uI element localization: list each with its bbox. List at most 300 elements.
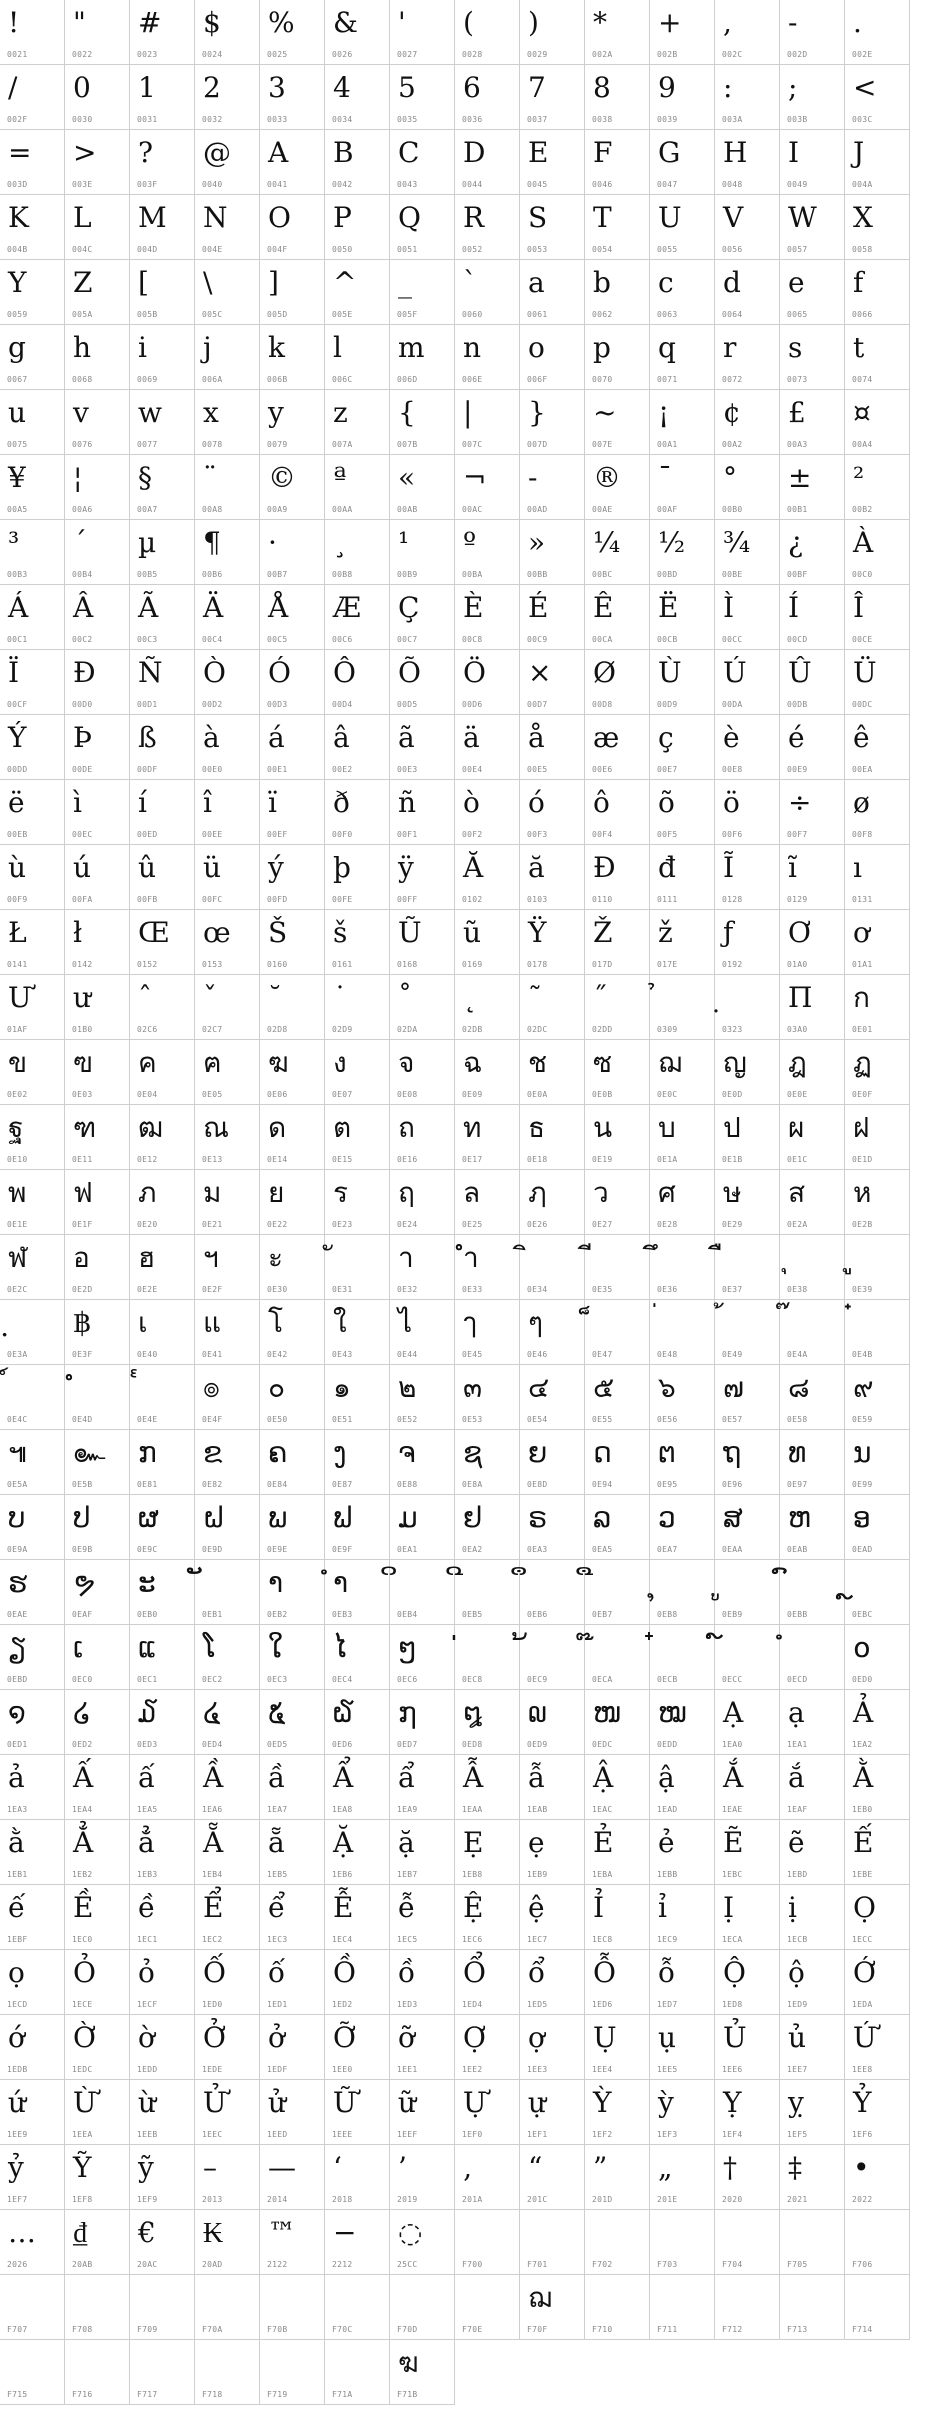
glyph-char: ọ — [8, 1956, 25, 1989]
glyph-char: ¿ — [788, 526, 804, 559]
glyph-cell — [325, 910, 390, 975]
glyph-cell — [845, 2210, 910, 2275]
glyph-code: 1EEC — [202, 2130, 223, 2139]
glyph-cell — [390, 1755, 455, 1820]
glyph-char: จ — [398, 1046, 415, 1079]
glyph-code: 1EAC — [592, 1805, 613, 1814]
glyph-char: ở — [268, 2021, 285, 2054]
glyph-cell — [455, 1950, 520, 2015]
glyph-code: 0050 — [332, 245, 353, 254]
glyph-code: 2212 — [332, 2260, 353, 2269]
glyph-char: ฆ — [398, 2346, 419, 2379]
glyph-code: 2026 — [7, 2260, 28, 2269]
glyph-cell — [260, 1170, 325, 1235]
glyph-char: ; — [788, 71, 798, 104]
glyph-code: 00B4 — [72, 570, 93, 579]
glyph-code: 0047 — [657, 180, 678, 189]
glyph-code: 1EEF — [397, 2130, 418, 2139]
glyph-code: 00E5 — [527, 765, 548, 774]
glyph-code: 0055 — [657, 245, 678, 254]
glyph-char: ũ — [463, 916, 482, 949]
glyph-cell — [455, 2275, 520, 2340]
glyph-cell — [650, 910, 715, 975]
glyph-cell — [325, 260, 390, 325]
glyph-code: 0052 — [462, 245, 483, 254]
glyph-code: 00CA — [592, 635, 613, 644]
glyph-char: Ỉ — [593, 1891, 605, 1924]
glyph-char: , — [723, 6, 732, 39]
glyph-char: ຊ — [463, 1436, 483, 1469]
glyph-code: 1EA8 — [332, 1805, 353, 1814]
glyph-char: ) — [528, 6, 539, 39]
glyph-char: < — [853, 71, 877, 104]
glyph-code: 0E1F — [72, 1220, 93, 1229]
glyph-code: 007C — [462, 440, 483, 449]
glyph-code: 0E18 — [527, 1155, 548, 1164]
glyph-cell — [325, 455, 390, 520]
glyph-cell — [0, 65, 65, 130]
glyph-cell — [845, 1235, 910, 1300]
glyph-char: ỏ — [138, 1956, 155, 1989]
glyph-cell — [715, 2210, 780, 2275]
glyph-code: 1EB4 — [202, 1870, 223, 1879]
glyph-cell — [845, 1560, 910, 1625]
glyph-char: Û — [788, 656, 812, 689]
glyph-code: 0EA3 — [527, 1545, 548, 1554]
glyph-char: î — [203, 786, 212, 819]
glyph-code: 005A — [72, 310, 93, 319]
glyph-cell — [780, 130, 845, 195]
glyph-code: F715 — [7, 2390, 28, 2399]
glyph-cell — [520, 1820, 585, 1885]
glyph-code: 00D3 — [267, 700, 288, 709]
glyph-cell — [715, 650, 780, 715]
glyph-cell — [780, 1040, 845, 1105]
glyph-cell — [390, 520, 455, 585]
glyph-char: W — [788, 201, 817, 234]
glyph-code: 1EBB — [657, 1870, 678, 1879]
glyph-char: ắ — [788, 1761, 805, 1794]
glyph-cell — [130, 715, 195, 780]
glyph-code: 0ED4 — [202, 1740, 223, 1749]
glyph-char: Ầ — [203, 1761, 224, 1794]
glyph-code: 0026 — [332, 50, 353, 59]
glyph-code: 0E46 — [527, 1350, 548, 1359]
glyph-code: 00EF — [267, 830, 288, 839]
glyph-char: Ừ — [73, 2086, 97, 2119]
glyph-char: ' — [398, 6, 406, 39]
glyph-char: K — [8, 201, 29, 234]
glyph-cell — [390, 780, 455, 845]
glyph-code: 1EE6 — [722, 2065, 743, 2074]
glyph-cell — [0, 1495, 65, 1560]
glyph-cell — [260, 325, 325, 390]
glyph-code: 1EB3 — [137, 1870, 158, 1879]
glyph-code: 007D — [527, 440, 548, 449]
glyph-char: ¤ — [853, 396, 871, 429]
glyph-char: ໃ — [268, 1631, 284, 1664]
glyph-code: 0E49 — [722, 1350, 743, 1359]
glyph-char: ฟ — [73, 1176, 93, 1209]
glyph-char: µ — [138, 526, 157, 559]
glyph-cell — [455, 715, 520, 780]
glyph-cell — [585, 1170, 650, 1235]
glyph-char: # — [138, 6, 162, 39]
glyph-cell — [65, 455, 130, 520]
glyph-code: 0E02 — [7, 1090, 28, 1099]
glyph-code: 0E17 — [462, 1155, 483, 1164]
glyph-char: ฎ — [788, 1046, 807, 1079]
glyph-cell — [130, 1430, 195, 1495]
glyph-cell — [455, 845, 520, 910]
glyph-code: 1EB0 — [852, 1805, 873, 1814]
glyph-code: 1EB8 — [462, 1870, 483, 1879]
glyph-cell — [585, 1300, 650, 1365]
glyph-char: ị — [788, 1891, 797, 1924]
glyph-cell — [0, 2145, 65, 2210]
glyph-char: ຝ — [203, 1501, 225, 1534]
glyph-code: 00E3 — [397, 765, 418, 774]
glyph-char: ễ — [398, 1891, 416, 1924]
glyph-cell — [845, 130, 910, 195]
glyph-cell — [780, 2080, 845, 2145]
glyph-code: 00BF — [787, 570, 808, 579]
glyph-cell — [195, 1625, 260, 1690]
glyph-cell — [195, 455, 260, 520]
glyph-cell — [325, 1820, 390, 1885]
glyph-cell — [65, 260, 130, 325]
glyph-code: 0E08 — [397, 1090, 418, 1099]
glyph-code: 1EBE — [852, 1870, 873, 1879]
glyph-code: 1EEE — [332, 2130, 353, 2139]
glyph-cell — [325, 780, 390, 845]
glyph-cell — [715, 1170, 780, 1235]
glyph-code: 0045 — [527, 180, 548, 189]
glyph-cell — [65, 1625, 130, 1690]
glyph-cell — [845, 1885, 910, 1950]
glyph-code: F711 — [657, 2325, 678, 2334]
glyph-code: 0E0F — [852, 1090, 873, 1099]
glyph-code: 00ED — [137, 830, 158, 839]
glyph-char: l — [333, 331, 342, 364]
glyph-code: 00FC — [202, 895, 223, 904]
glyph-code: 0E1A — [657, 1155, 678, 1164]
glyph-cell — [650, 65, 715, 130]
glyph-cell — [585, 585, 650, 650]
glyph-code: 00CC — [722, 635, 743, 644]
glyph-cell — [455, 130, 520, 195]
glyph-code: 0027 — [397, 50, 418, 59]
glyph-cell — [520, 2275, 585, 2340]
glyph-char: 0 — [73, 71, 91, 104]
glyph-cell — [845, 1690, 910, 1755]
glyph-code: 006C — [332, 375, 353, 384]
glyph-code: 1EF9 — [137, 2195, 158, 2204]
glyph-code: 0033 — [267, 115, 288, 124]
glyph-char: j — [203, 331, 212, 364]
glyph-char: È — [463, 591, 484, 624]
glyph-code: 00A9 — [267, 505, 288, 514]
glyph-char: Ł — [8, 916, 27, 949]
glyph-cell — [455, 455, 520, 520]
glyph-code: 1EAE — [722, 1805, 743, 1814]
glyph-cell — [260, 2145, 325, 2210]
glyph-code: 1ED5 — [527, 2000, 548, 2009]
glyph-char: + — [658, 6, 682, 39]
glyph-code: 1EF2 — [592, 2130, 613, 2139]
glyph-code: 0EC2 — [202, 1675, 223, 1684]
glyph-cell — [845, 390, 910, 455]
glyph-cell — [130, 2145, 195, 2210]
glyph-cell — [715, 1040, 780, 1105]
glyph-cell — [195, 1820, 260, 1885]
glyph-code: 0E4D — [72, 1415, 93, 1424]
glyph-char: ơ — [853, 916, 870, 949]
glyph-cell — [390, 2080, 455, 2145]
glyph-code: 00E0 — [202, 765, 223, 774]
glyph-char: Ê — [593, 591, 614, 624]
glyph-char: Ủ — [723, 2021, 747, 2054]
glyph-cell — [260, 650, 325, 715]
glyph-code: F70A — [202, 2325, 223, 2334]
glyph-cell — [260, 2210, 325, 2275]
glyph-cell — [520, 1170, 585, 1235]
glyph-char: ` — [463, 266, 477, 299]
glyph-code: 0E9B — [72, 1545, 93, 1554]
glyph-char: 3 — [268, 71, 286, 104]
glyph-cell — [455, 910, 520, 975]
glyph-cell — [325, 1170, 390, 1235]
glyph-cell — [195, 1170, 260, 1235]
glyph-code: 00E7 — [657, 765, 678, 774]
glyph-cell — [195, 325, 260, 390]
glyph-cell — [0, 2340, 65, 2405]
glyph-code: 00CB — [657, 635, 678, 644]
glyph-char: š — [333, 916, 348, 949]
glyph-char: Ã — [138, 591, 159, 624]
glyph-char: O — [268, 201, 291, 234]
glyph-cell — [455, 975, 520, 1040]
glyph-code: 0EB0 — [137, 1610, 158, 1619]
glyph-char: ˚ — [398, 981, 412, 1014]
glyph-char: ລ — [593, 1501, 612, 1534]
glyph-cell — [130, 1495, 195, 1560]
glyph-cell — [780, 1950, 845, 2015]
glyph-char: น — [593, 1111, 613, 1144]
glyph-cell — [390, 1105, 455, 1170]
glyph-cell — [195, 0, 260, 65]
glyph-cell — [845, 1040, 910, 1105]
glyph-cell — [455, 195, 520, 260]
glyph-code: 00E2 — [332, 765, 353, 774]
glyph-code: 1EC2 — [202, 1935, 223, 1944]
glyph-cell — [585, 2015, 650, 2080]
glyph-code: 0EAB — [787, 1545, 808, 1554]
glyph-char: ÿ — [398, 851, 414, 884]
glyph-code: 0129 — [787, 895, 808, 904]
glyph-cell — [845, 1170, 910, 1235]
glyph-char: - — [788, 6, 798, 39]
glyph-code: 0056 — [722, 245, 743, 254]
glyph-code: 00AC — [462, 505, 483, 514]
glyph-cell — [455, 520, 520, 585]
glyph-char: บ — [658, 1111, 676, 1144]
glyph-char: Ẻ — [593, 1826, 614, 1859]
glyph-char: ฝ — [853, 1111, 870, 1144]
glyph-char: ˜ — [528, 981, 542, 1014]
glyph-cell — [130, 1950, 195, 2015]
glyph-code: 0EC4 — [332, 1675, 353, 1684]
glyph-char: ฌ — [658, 1046, 682, 1079]
glyph-cell — [780, 390, 845, 455]
glyph-cell — [585, 1430, 650, 1495]
glyph-cell — [130, 585, 195, 650]
glyph-cell — [65, 0, 130, 65]
glyph-code: 00AF — [657, 505, 678, 514]
glyph-cell — [520, 65, 585, 130]
glyph-code: 0EA2 — [462, 1545, 483, 1554]
glyph-code: 0EAD — [852, 1545, 873, 1554]
glyph-code: 0079 — [267, 440, 288, 449]
glyph-char: ด — [268, 1111, 287, 1144]
glyph-code: 0E34 — [527, 1285, 548, 1294]
glyph-char: ẳ — [138, 1826, 155, 1859]
glyph-char: ỗ — [658, 1956, 676, 1989]
glyph-char: ¸ — [333, 526, 347, 559]
glyph-char: s — [788, 331, 803, 364]
glyph-cell — [845, 520, 910, 585]
glyph-cell — [130, 1300, 195, 1365]
glyph-code: 0029 — [527, 50, 548, 59]
glyph-cell — [390, 2275, 455, 2340]
glyph-cell — [650, 715, 715, 780]
glyph-code: 0E9F — [332, 1545, 353, 1554]
glyph-char: è — [723, 721, 740, 754]
glyph-char: ˛ — [463, 981, 477, 1014]
glyph-char: f — [853, 266, 864, 299]
glyph-cell — [0, 2015, 65, 2080]
glyph-char: Y — [8, 266, 27, 299]
glyph-cell — [130, 65, 195, 130]
glyph-code: 0192 — [722, 960, 743, 969]
glyph-char: ຮ — [8, 1566, 28, 1599]
glyph-char: w — [138, 396, 162, 429]
glyph-char: ษ — [723, 1176, 742, 1209]
glyph-code: 1ED8 — [722, 2000, 743, 2009]
glyph-cell — [195, 1950, 260, 2015]
glyph-cell — [455, 1495, 520, 1560]
glyph-code: 0E88 — [397, 1480, 418, 1489]
glyph-char: Â — [73, 591, 94, 624]
glyph-char: © — [268, 461, 296, 494]
glyph-cell — [650, 325, 715, 390]
glyph-code: 0ED2 — [72, 1740, 93, 1749]
glyph-cell — [455, 2210, 520, 2275]
glyph-char: ¬ — [463, 461, 487, 494]
glyph-code: 1EA0 — [722, 1740, 743, 1749]
glyph-cell — [260, 2275, 325, 2340]
glyph-char: ໗ — [398, 1696, 417, 1729]
glyph-cell — [0, 845, 65, 910]
glyph-char: ๕ — [593, 1371, 615, 1404]
glyph-cell — [260, 845, 325, 910]
glyph-cell — [650, 390, 715, 455]
glyph-char: ấ — [138, 1761, 156, 1794]
glyph-code: 0E81 — [137, 1480, 158, 1489]
glyph-code: 1EA6 — [202, 1805, 223, 1814]
glyph-char: Q — [398, 201, 421, 234]
glyph-char: . — [853, 6, 862, 39]
glyph-char: x — [203, 396, 219, 429]
glyph-char: ๖ — [658, 1371, 676, 1404]
glyph-code: 1EE9 — [7, 2130, 28, 2139]
glyph-char: = — [8, 136, 32, 169]
glyph-char: 2 — [203, 71, 221, 104]
glyph-cell — [390, 1560, 455, 1625]
glyph-char: ậ — [658, 1761, 675, 1794]
glyph-cell — [845, 260, 910, 325]
glyph-code: 0EA7 — [657, 1545, 678, 1554]
glyph-cell — [845, 65, 910, 130]
glyph-cell — [0, 195, 65, 260]
glyph-cell — [195, 1235, 260, 1300]
glyph-code: 0EB5 — [462, 1610, 483, 1619]
glyph-cell — [260, 1625, 325, 1690]
glyph-code: 0E48 — [657, 1350, 678, 1359]
glyph-code: F704 — [722, 2260, 743, 2269]
glyph-cell — [325, 1625, 390, 1690]
glyph-cell — [585, 1560, 650, 1625]
glyph-code: F709 — [137, 2325, 158, 2334]
glyph-code: 00E8 — [722, 765, 743, 774]
glyph-char: ฒ — [138, 1111, 164, 1144]
glyph-code: 00BD — [657, 570, 678, 579]
glyph-cell — [0, 325, 65, 390]
glyph-char: r — [723, 331, 737, 364]
glyph-char: I — [788, 136, 800, 169]
glyph-char: ß — [138, 721, 157, 754]
glyph-char: ฌ — [528, 2281, 552, 2314]
glyph-code: 002A — [592, 50, 613, 59]
glyph-char: Ý — [8, 721, 27, 754]
glyph-cell — [585, 520, 650, 585]
glyph-cell — [325, 2210, 390, 2275]
glyph-code: 00AD — [527, 505, 548, 514]
glyph-cell — [650, 260, 715, 325]
glyph-cell — [130, 0, 195, 65]
glyph-cell — [130, 1820, 195, 1885]
glyph-char: $ — [203, 6, 221, 39]
glyph-cell — [715, 195, 780, 260]
glyph-code: 00B5 — [137, 570, 158, 579]
glyph-code: 0E22 — [267, 1220, 288, 1229]
glyph-char: ธ — [528, 1111, 546, 1144]
glyph-code: 0E8A — [462, 1480, 483, 1489]
glyph-code: 1ECB — [787, 1935, 808, 1944]
glyph-char: Ư — [8, 981, 32, 1014]
glyph-code: 20AD — [202, 2260, 223, 2269]
glyph-code: 00E4 — [462, 765, 483, 774]
glyph-code: 00F0 — [332, 830, 353, 839]
glyph-code: 0E4B — [852, 1350, 873, 1359]
glyph-code: 0025 — [267, 50, 288, 59]
glyph-cell — [780, 1430, 845, 1495]
glyph-cell — [65, 2275, 130, 2340]
glyph-char: ờ — [138, 2021, 155, 2054]
glyph-cell — [0, 1430, 65, 1495]
glyph-code: 0E84 — [267, 1480, 288, 1489]
glyph-code: 00D2 — [202, 700, 223, 709]
